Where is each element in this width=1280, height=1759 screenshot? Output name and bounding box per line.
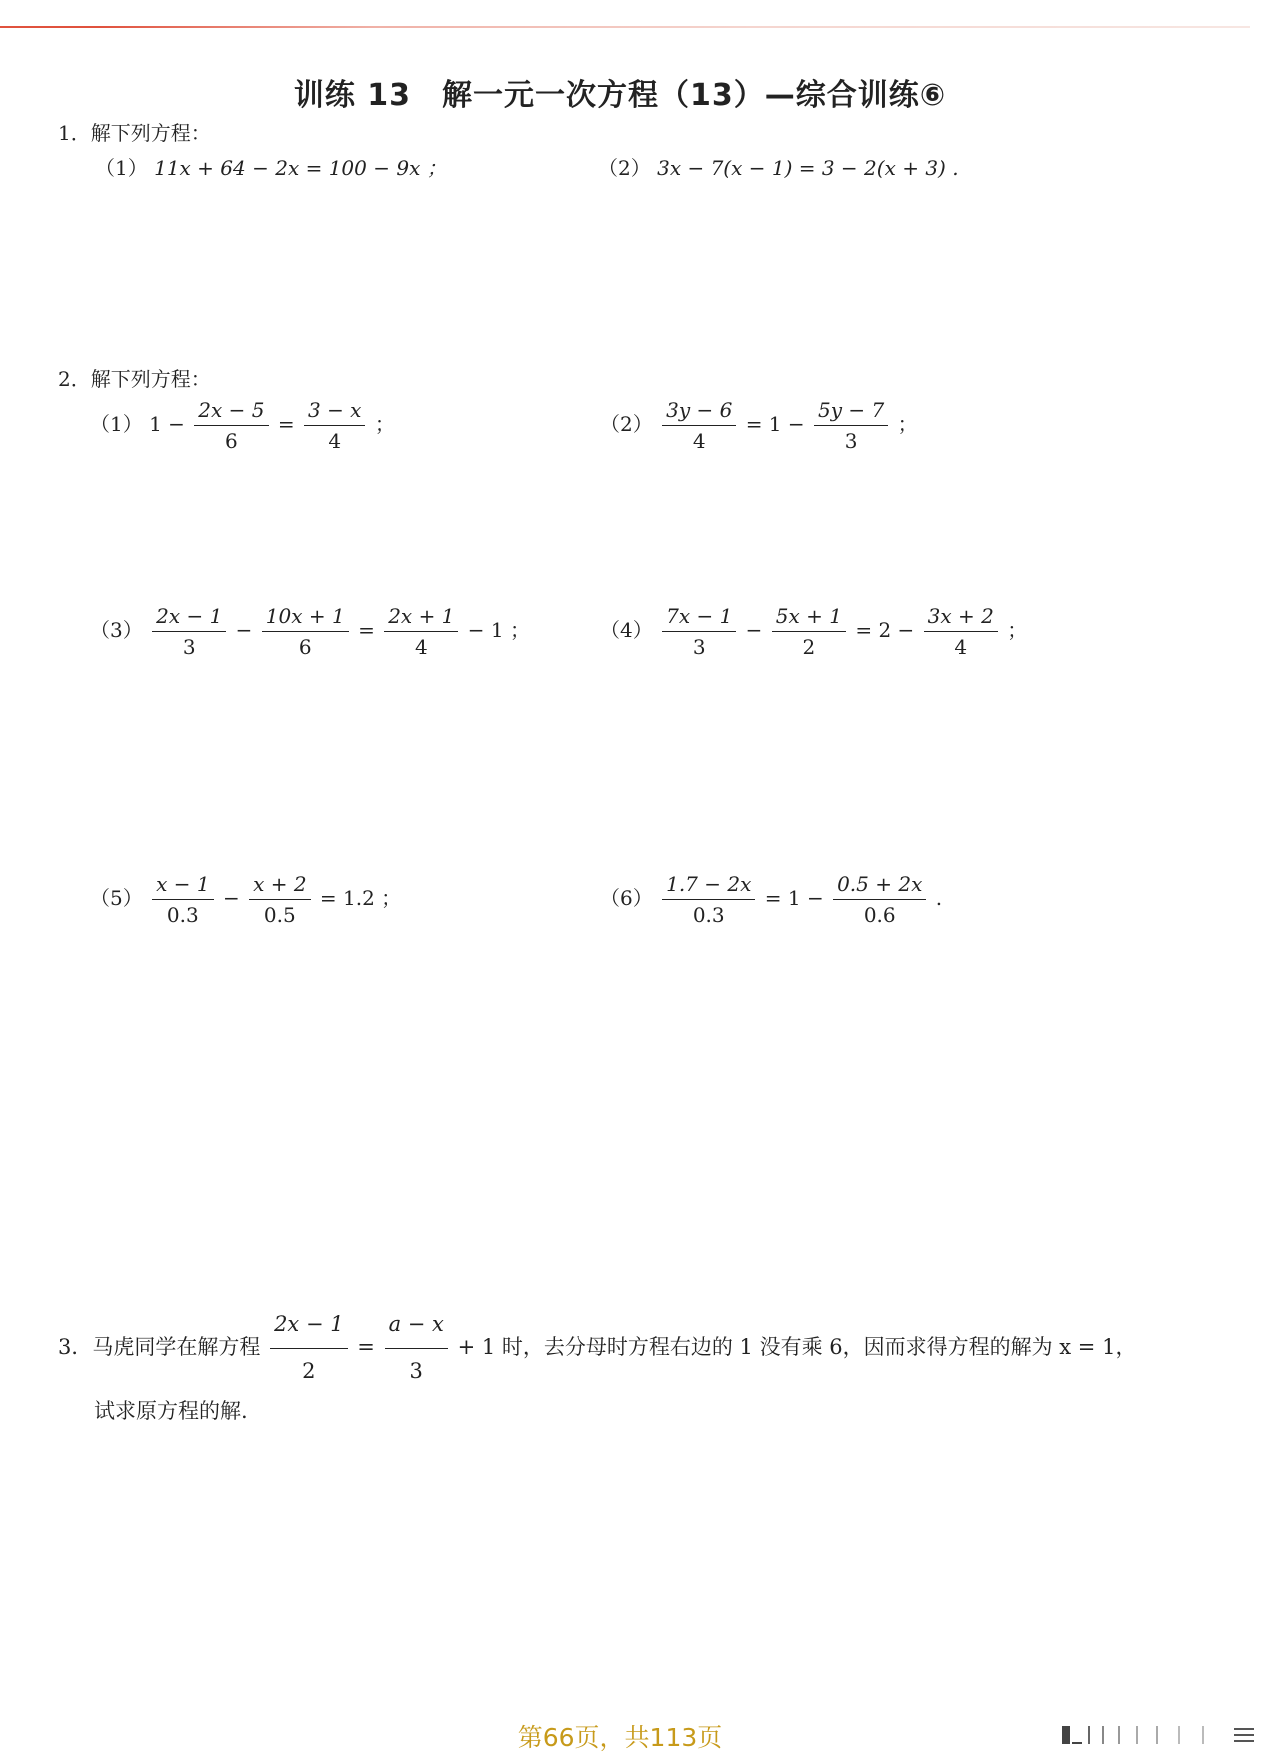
q1-part-2 xyxy=(598,152,959,181)
q2-part-6-fraction-1: $\frac{1.7 - 2x}{0.3}$ xyxy=(662,872,755,927)
question-1-heading: 1．解下列方程： xyxy=(58,121,211,145)
q2-part-1-label: （1） xyxy=(90,412,143,436)
q1-part-2-equation: 3x − 7(x − 1) = 3 − 2(x + 3) . xyxy=(657,156,959,180)
q3-text-middle: + 1 时，去分母时方程右边的 1 没有乘 6，因而求得方程的解为 x = 1， xyxy=(457,1334,1137,1359)
q3-fraction-1: $\frac{2x - 1}{2}$ xyxy=(270,1305,348,1392)
q2-part-2-label: （2） xyxy=(600,412,653,436)
q1-part-2-label: （2） xyxy=(598,156,651,180)
top-rule xyxy=(0,26,1250,28)
q2-part-5-label: （5） xyxy=(90,886,143,910)
q2-part-6-label: （6） xyxy=(600,886,653,910)
q2-part-3-label: （3） xyxy=(90,618,143,642)
q2-part-5: （5） $\frac{x - 1}{0.3}$ − $\frac{x + 2}{0.5}$ = 1.2 ； xyxy=(90,872,402,927)
q2-part-6: （6） $\frac{1.7 - 2x}{0.3}$ = 1 − $\frac{0.5 + 2x}{0.6}$ . xyxy=(600,872,943,927)
q2-part-4-label: （4） xyxy=(600,618,653,642)
question-2-heading: 2．解下列方程： xyxy=(58,367,211,391)
q2-part-4-fraction-3: $\frac{3x + 2}{4}$ xyxy=(924,604,998,659)
q2-part-3-fraction-1: $\frac{2x - 1}{3}$ xyxy=(152,604,226,659)
q2-part-4: （4） $\frac{7x - 1}{3}$ − $\frac{5x + 1}{2}$ = 2 − $\frac{3x + 2}{4}$ ； xyxy=(600,604,1028,659)
q2-part-3: （3） $\frac{2x - 1}{3}$ − $\frac{10x + 1}{6}$ = $\frac{2x + 1}{4}$ − 1 ； xyxy=(90,604,530,659)
q1-part-1-label: （1） xyxy=(95,156,148,180)
q2-part-3-fraction-3: $\frac{2x + 1}{4}$ xyxy=(384,604,458,659)
q2-part-1: （1） 1 − $\frac{2x - 5}{6}$ = $\frac{3 - x}{4}$ ； xyxy=(90,398,395,453)
q2-part-1-fraction-2: $\frac{3 - x}{4}$ xyxy=(304,398,365,453)
q1-part-1 xyxy=(95,152,447,181)
q3-text-start: 3．马虎同学在解方程 xyxy=(58,1334,261,1359)
q2-part-2-fraction-2: $\frac{5y - 7}{3}$ xyxy=(814,398,888,453)
q2-part-6-fraction-2: $\frac{0.5 + 2x}{0.6}$ xyxy=(833,872,926,927)
q2-part-1-lead: 1 − xyxy=(149,412,185,436)
q2-part-2: （2） $\frac{3y - 6}{4}$ = 1 − $\frac{5y - 7}{3}$ ； xyxy=(600,398,918,453)
q2-part-2-fraction-1: $\frac{3y - 6}{4}$ xyxy=(662,398,736,453)
page-title: 训练 13 解一元一次方程（13）—综合训练⑥ xyxy=(293,78,947,113)
q2-part-1-fraction-1: $\frac{2x - 5}{6}$ xyxy=(194,398,268,453)
q2-part-4-fraction-2: $\frac{5x + 1}{2}$ xyxy=(772,604,846,659)
question-3: 3．马虎同学在解方程 $\frac{2x - 1}{2}$ = $\frac{a - x}{3}$ + 1 时，去分母时方程右边的 1 没有乘 6，因而求得方程的解为 x = 1， 试求原方程的解. xyxy=(58,1305,1228,1432)
page-bars-icon xyxy=(1062,1722,1262,1748)
page-counter: 第66页，共113页 xyxy=(517,1723,723,1752)
q1-part-1-equation: 11x + 64 − 2x = 100 − 9x ； xyxy=(154,156,447,180)
q2-part-4-fraction-1: $\frac{7x - 1}{3}$ xyxy=(662,604,736,659)
q2-part-5-fraction-1: $\frac{x - 1}{0.3}$ xyxy=(152,872,213,927)
q3-text-end: 试求原方程的解. xyxy=(94,1398,248,1423)
q2-part-3-fraction-2: $\frac{10x + 1}{6}$ xyxy=(262,604,349,659)
q3-fraction-2: $\frac{a - x}{3}$ xyxy=(385,1305,448,1392)
q2-part-5-fraction-2: $\frac{x + 2}{0.5}$ xyxy=(249,872,310,927)
